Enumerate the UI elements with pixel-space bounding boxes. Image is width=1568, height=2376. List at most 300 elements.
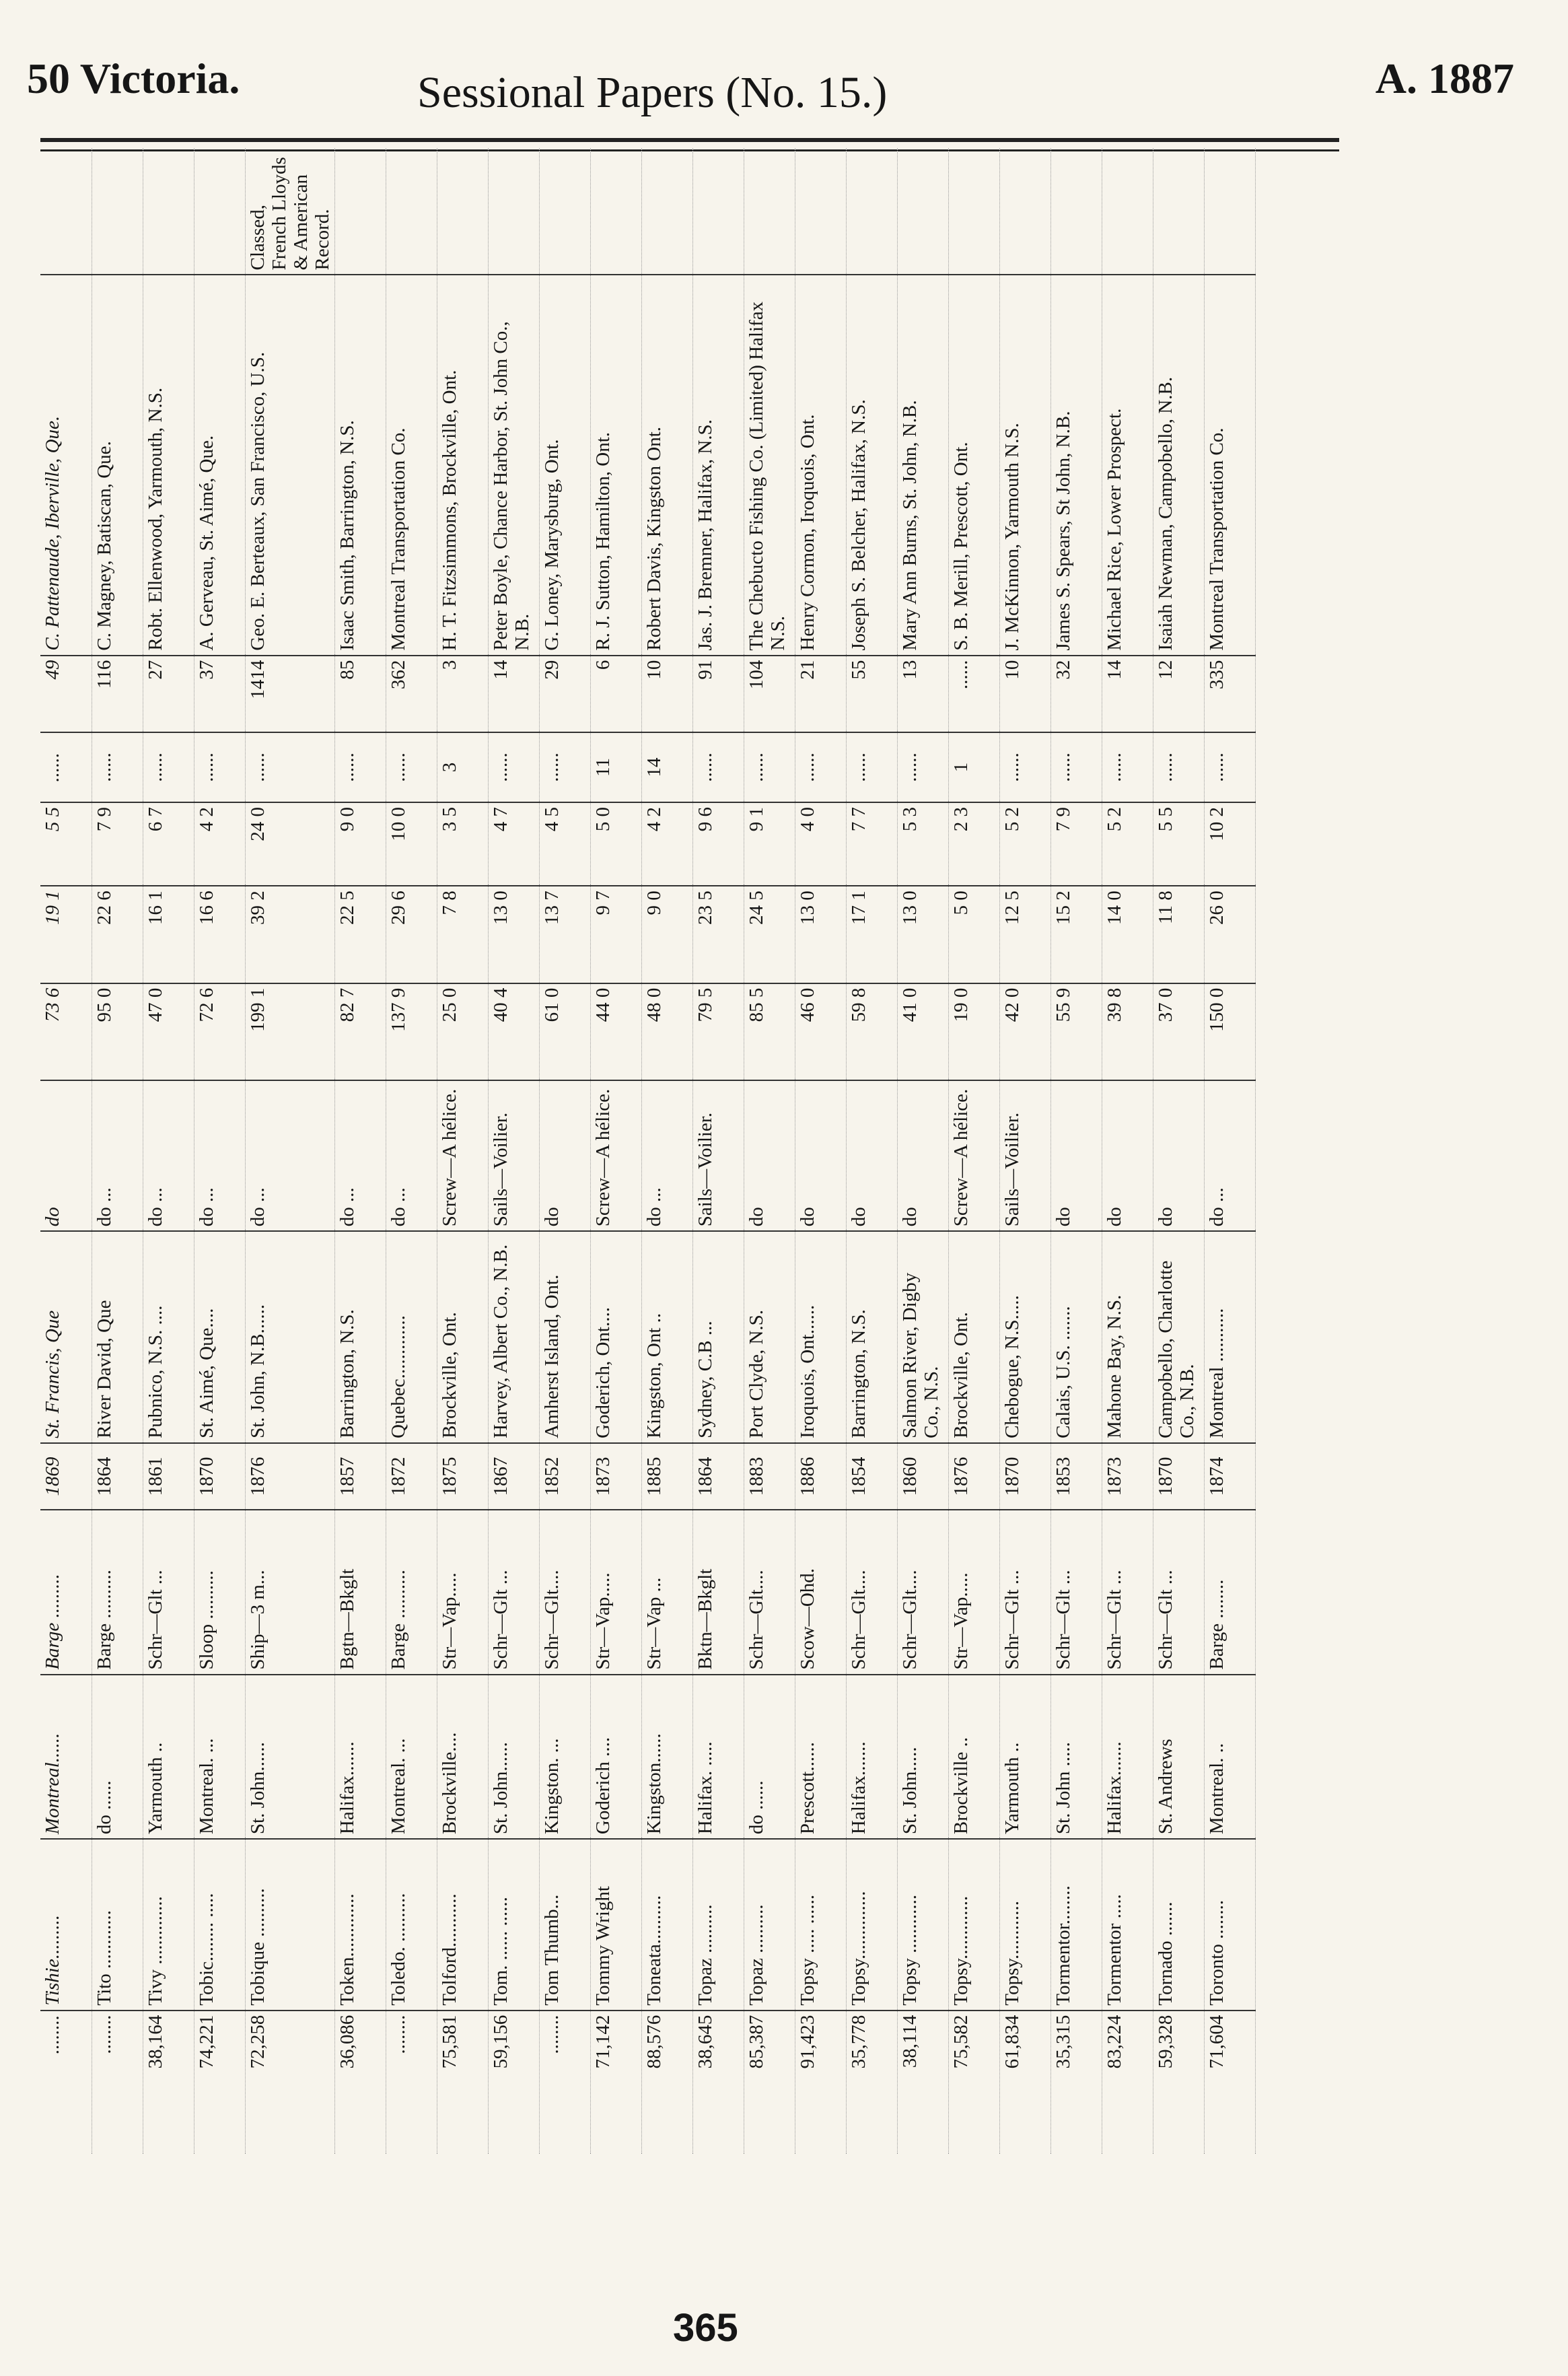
tonnage-cell: 104 <box>744 656 795 732</box>
port-of-registry-cell: Halifax....... <box>334 1675 386 1839</box>
vessel-name-cell: Topsy.............. <box>846 1839 897 2011</box>
length-cell: 48 0 <box>641 983 692 1080</box>
where-built-cell: Calais, U.S. ....... <box>1050 1231 1102 1443</box>
table-row <box>1050 148 1102 2154</box>
remarks-cell <box>590 148 641 275</box>
owner-cell: Montreal Transportation Co. <box>386 275 437 656</box>
year-built-cell: 1885 <box>641 1443 692 1510</box>
horse-power-cell: ...... <box>897 732 948 802</box>
horse-power-cell: ...... <box>744 732 795 802</box>
breadth-cell: 26 0 <box>1204 886 1255 983</box>
depth-cell: 4 5 <box>539 802 590 886</box>
rig-cell: Schr—Glt ... <box>143 1510 194 1674</box>
owner-cell: Geo. E. Berteaux, San Francisco, U.S. <box>245 275 334 656</box>
where-built-cell: Barrington, N.S. <box>846 1231 897 1443</box>
vessel-name-cell: Toledo. .......... <box>386 1839 437 2011</box>
table-row <box>744 148 795 2154</box>
year-built-cell: 1872 <box>386 1443 437 1510</box>
port-of-registry-cell: Yarmouth .. <box>999 1675 1050 1839</box>
owner-cell: Isaiah Newman, Campobello, N.B. <box>1153 275 1204 656</box>
remarks-cell <box>143 148 194 275</box>
breadth-cell: 16 1 <box>143 886 194 983</box>
owner-cell: C. Pattenaude, Iberville, Que. <box>40 275 92 656</box>
breadth-cell: 13 0 <box>488 886 539 983</box>
table-row <box>590 148 641 2154</box>
official-number-cell: 72,258 <box>246 2015 269 2069</box>
vessel-name-cell: Topaz .......... <box>744 1839 795 2011</box>
rig-cell: Schr—Glt.... <box>897 1510 948 1674</box>
year-built-cell: 1857 <box>334 1443 386 1510</box>
depth-cell: 4 7 <box>488 802 539 886</box>
official-number-cell: 59,328 <box>1154 2015 1176 2069</box>
official-number-cell: 74,221 <box>195 2015 217 2069</box>
port-of-registry-cell: St. John..... <box>897 1675 948 1839</box>
official-number-cell: 38,114 <box>898 2015 921 2068</box>
port-of-registry-cell: St. Andrews <box>1153 1675 1204 1839</box>
propulsion-cell: Screw—A hélice. <box>437 1080 488 1231</box>
depth-cell: 4 0 <box>795 802 846 886</box>
owner-cell: J. McKinnon, Yarmouth N.S. <box>999 275 1050 656</box>
propulsion-cell: do <box>1050 1080 1102 1231</box>
horse-power-cell: ...... <box>334 732 386 802</box>
length-cell: 42 0 <box>999 983 1050 1080</box>
propulsion-cell: do <box>539 1080 590 1231</box>
where-built-cell: St. Francis, Que <box>40 1231 92 1443</box>
depth-cell: 9 6 <box>692 802 744 886</box>
port-of-registry-cell: Kingston...... <box>641 1675 692 1839</box>
horse-power-cell: ...... <box>539 732 590 802</box>
length-cell: 137 9 <box>386 983 437 1080</box>
horse-power-cell: 3 <box>437 732 488 802</box>
official-number-cell: 35,315 <box>1052 2015 1074 2069</box>
remarks-cell <box>488 148 539 275</box>
propulsion-cell: Screw—A hélice. <box>590 1080 641 1231</box>
official-number-cell: 75,581 <box>438 2015 460 2069</box>
horse-power-cell: 11 <box>590 732 641 802</box>
depth-cell: 7 9 <box>92 802 143 886</box>
propulsion-cell: do ... <box>334 1080 386 1231</box>
where-built-cell: Sydney, C.B ... <box>692 1231 744 1443</box>
depth-cell: 5 5 <box>1153 802 1204 886</box>
official-number-cell: 71,604 <box>1205 2015 1227 2069</box>
official-number-cell: 35,778 <box>847 2015 869 2069</box>
owner-cell: Henry Cormon, Iroquois, Ont. <box>795 275 846 656</box>
remarks-cell <box>744 148 795 275</box>
propulsion-cell: do <box>897 1080 948 1231</box>
tonnage-cell: 32 <box>1050 656 1102 732</box>
propulsion-cell: do ... <box>641 1080 692 1231</box>
tonnage-cell: 13 <box>897 656 948 732</box>
breadth-cell: 22 6 <box>92 886 143 983</box>
table-row <box>92 148 143 2154</box>
where-built-cell: Barrington, N.S. <box>334 1231 386 1443</box>
official-number-cell: 36,086 <box>336 2015 358 2069</box>
official-number-cell: 59,156 <box>489 2015 511 2069</box>
header-series: A. 1887 <box>1375 55 1514 102</box>
length-cell: 199 1 <box>245 983 334 1080</box>
year-built-cell: 1867 <box>488 1443 539 1510</box>
official-number-cell: ........ <box>387 2015 409 2054</box>
breadth-cell: 15 2 <box>1050 886 1102 983</box>
horse-power-cell: ...... <box>692 732 744 802</box>
where-built-cell: Iroquois, Ont...... <box>795 1231 846 1443</box>
length-cell: 41 0 <box>897 983 948 1080</box>
depth-cell: 7 9 <box>1050 802 1102 886</box>
page-number: 365 <box>673 2306 738 2350</box>
tonnage-cell: 29 <box>539 656 590 732</box>
breadth-cell: 11 8 <box>1153 886 1204 983</box>
length-cell: 44 0 <box>590 983 641 1080</box>
table-row <box>334 148 386 2154</box>
depth-cell: 5 2 <box>999 802 1050 886</box>
vessel-name-cell: Tormentor........ <box>1050 1839 1102 2011</box>
depth-cell: 2 3 <box>948 802 999 886</box>
vessel-name-cell: Tormentor ..... <box>1102 1839 1153 2011</box>
rig-cell: Str—Vap..... <box>948 1510 999 1674</box>
rig-cell: Scow—Ohd. <box>795 1510 846 1674</box>
owner-cell: A. Gerveau, St. Aimé, Que. <box>194 275 245 656</box>
propulsion-cell: do ... <box>245 1080 334 1231</box>
tonnage-cell: 85 <box>334 656 386 732</box>
rig-cell: Str—Vap ... <box>641 1510 692 1674</box>
length-cell: 46 0 <box>795 983 846 1080</box>
propulsion-cell: do ... <box>1204 1080 1255 1231</box>
length-cell: 82 7 <box>334 983 386 1080</box>
vessel-name-cell: Tivy .............. <box>143 1839 194 2011</box>
rig-cell: Barge .......... <box>386 1510 437 1674</box>
breadth-cell: 5 0 <box>948 886 999 983</box>
year-built-cell: 1864 <box>92 1443 143 1510</box>
depth-cell: 9 0 <box>334 802 386 886</box>
remarks-cell <box>437 148 488 275</box>
owner-cell: Michael Rice, Lower Prospect. <box>1102 275 1153 656</box>
owner-cell: Montreal Transportation Co. <box>1204 275 1255 656</box>
horse-power-cell: ...... <box>488 732 539 802</box>
depth-cell: 6 7 <box>143 802 194 886</box>
length-cell: 47 0 <box>143 983 194 1080</box>
remarks-cell <box>92 148 143 275</box>
year-built-cell: 1886 <box>795 1443 846 1510</box>
official-number-cell: ........ <box>42 2015 63 2054</box>
tonnage-cell: 21 <box>795 656 846 732</box>
owner-cell: G. Loney, Marysburg, Ont. <box>539 275 590 656</box>
year-built-cell: 1854 <box>846 1443 897 1510</box>
depth-cell: 4 2 <box>194 802 245 886</box>
owner-cell: Mary Ann Burns, St. John, N.B. <box>897 275 948 656</box>
horse-power-cell: 1 <box>948 732 999 802</box>
port-of-registry-cell: St. John...... <box>245 1675 334 1839</box>
tonnage-cell: 55 <box>846 656 897 732</box>
table-row <box>539 148 590 2154</box>
vessel-name-cell: Topaz .......... <box>692 1839 744 2011</box>
official-number-cell: 38,164 <box>144 2015 166 2069</box>
vessel-name-cell: Toneata.......... <box>641 1839 692 2011</box>
vessel-name-cell: Tobique .......... <box>245 1839 334 2011</box>
year-built-cell: 1874 <box>1204 1443 1255 1510</box>
where-built-cell: River David, Que <box>92 1231 143 1443</box>
rig-cell: Barge ......... <box>40 1510 92 1674</box>
owner-cell: Joseph S. Belcher, Halifax, N.S. <box>846 275 897 656</box>
vessel-name-cell: Topsy............ <box>999 1839 1050 2011</box>
tonnage-cell: 10 <box>641 656 692 732</box>
remarks-cell <box>846 148 897 275</box>
vessel-name-cell: Tito ............ <box>92 1839 143 2011</box>
port-of-registry-cell: Montreal...... <box>40 1675 92 1839</box>
horse-power-cell: ...... <box>245 732 334 802</box>
owner-cell: Isaac Smith, Barrington, N.S. <box>334 275 386 656</box>
year-built-cell: 1869 <box>40 1443 92 1510</box>
where-built-cell: Kingston, Ont .. <box>641 1231 692 1443</box>
remarks-cell <box>948 148 999 275</box>
rig-cell: Barge ........ <box>1204 1510 1255 1674</box>
propulsion-cell: do <box>795 1080 846 1231</box>
tonnage-cell: 27 <box>143 656 194 732</box>
breadth-cell: 16 6 <box>194 886 245 983</box>
vessel-name-cell: Tom. ...... ...... <box>488 1839 539 2011</box>
rig-cell: Schr—Glt ... <box>1102 1510 1153 1674</box>
horse-power-cell: ...... <box>999 732 1050 802</box>
port-of-registry-cell: Halifax....... <box>846 1675 897 1839</box>
vessel-register-table <box>40 148 1256 2154</box>
propulsion-cell: do <box>744 1080 795 1231</box>
vessel-name-cell: Tishie......... <box>40 1839 92 2011</box>
table-row <box>1102 148 1153 2154</box>
owner-cell: The Chebucto Fishing Co. (Limited) Halifax N.S. <box>744 275 795 656</box>
propulsion-cell: do <box>40 1080 92 1231</box>
horse-power-cell: ...... <box>143 732 194 802</box>
table-row <box>795 148 846 2154</box>
port-of-registry-cell: Goderich .... <box>590 1675 641 1839</box>
where-built-cell: St. John, N.B...... <box>245 1231 334 1443</box>
owner-cell: Robt. Ellenwood, Yarmouth, N.S. <box>143 275 194 656</box>
owner-cell: C. Magney, Batiscan, Que. <box>92 275 143 656</box>
official-number-cell: 88,576 <box>643 2015 665 2069</box>
where-built-cell: Mahone Bay, N.S. <box>1102 1231 1153 1443</box>
breadth-cell: 22 5 <box>334 886 386 983</box>
remarks-cell <box>692 148 744 275</box>
propulsion-cell: do <box>1102 1080 1153 1231</box>
remarks-cell <box>539 148 590 275</box>
where-built-cell: Campobello, Charlotte Co., N.B. <box>1153 1231 1204 1443</box>
propulsion-cell: do ... <box>92 1080 143 1231</box>
owner-cell: S. B. Merill, Prescott, Ont. <box>948 275 999 656</box>
tonnage-cell: 14 <box>1102 656 1153 732</box>
vessel-name-cell: Topsy............. <box>948 1839 999 2011</box>
table-row <box>143 148 194 2154</box>
rig-cell: Schr—Glt ... <box>1050 1510 1102 1674</box>
tonnage-cell: 10 <box>999 656 1050 732</box>
table-row <box>194 148 245 2154</box>
vessel-name-cell: Topsy ..... ...... <box>795 1839 846 2011</box>
remarks-cell <box>40 148 92 275</box>
propulsion-cell: Sails—Voilier. <box>488 1080 539 1231</box>
vessel-name-cell: Tolford........... <box>437 1839 488 2011</box>
port-of-registry-cell: Yarmouth .. <box>143 1675 194 1839</box>
length-cell: 19 0 <box>948 983 999 1080</box>
horse-power-cell: ...... <box>386 732 437 802</box>
year-built-cell: 1873 <box>1102 1443 1153 1510</box>
header-rule-thick <box>40 138 1339 142</box>
where-built-cell: Salmon River, Digby Co., N.S. <box>897 1231 948 1443</box>
breadth-cell: 7 8 <box>437 886 488 983</box>
remarks-cell <box>1153 148 1204 275</box>
owner-cell: Jas. J. Bremner, Halifax, N.S. <box>692 275 744 656</box>
header-title: Sessional Papers (No. 15.) <box>417 68 888 117</box>
vessel-name-cell: Tommy Wright <box>590 1839 641 2011</box>
tonnage-cell: 1414 <box>245 656 334 732</box>
tonnage-cell: 12 <box>1153 656 1204 732</box>
year-built-cell: 1853 <box>1050 1443 1102 1510</box>
tonnage-cell: 37 <box>194 656 245 732</box>
horse-power-cell: ...... <box>1153 732 1204 802</box>
remarks-cell <box>641 148 692 275</box>
depth-cell: 5 2 <box>1102 802 1153 886</box>
vessel-name-cell: Tobic........ ..... <box>194 1839 245 2011</box>
length-cell: 150 0 <box>1204 983 1255 1080</box>
tonnage-cell: 14 <box>488 656 539 732</box>
port-of-registry-cell: Montreal. .. <box>1204 1675 1255 1839</box>
rig-cell: Schr—Glt ... <box>999 1510 1050 1674</box>
year-built-cell: 1864 <box>692 1443 744 1510</box>
breadth-cell: 19 1 <box>40 886 92 983</box>
table-row <box>40 148 92 2154</box>
tonnage-cell: 3 <box>437 656 488 732</box>
remarks-cell <box>897 148 948 275</box>
port-of-registry-cell: do ...... <box>92 1675 143 1839</box>
breadth-cell: 13 0 <box>795 886 846 983</box>
rig-cell: Schr—Glt.... <box>846 1510 897 1674</box>
remarks-cell: Classed, French Lloyds & American Record. <box>245 148 334 275</box>
official-number-cell: 85,387 <box>745 2015 767 2069</box>
official-number-cell: 71,142 <box>592 2015 614 2069</box>
where-built-cell: Pubnico, N.S. .... <box>143 1231 194 1443</box>
port-of-registry-cell: Prescott...... <box>795 1675 846 1839</box>
tonnage-cell: 335 <box>1204 656 1255 732</box>
official-number-cell: 61,834 <box>1001 2015 1023 2069</box>
rig-cell: Str—Vap..... <box>437 1510 488 1674</box>
where-built-cell: Brockville, Ont. <box>437 1231 488 1443</box>
remarks-cell <box>999 148 1050 275</box>
port-of-registry-cell: St. John...... <box>488 1675 539 1839</box>
official-number-cell: 38,645 <box>694 2015 716 2069</box>
length-cell: 40 4 <box>488 983 539 1080</box>
horse-power-cell: ...... <box>92 732 143 802</box>
remarks-cell <box>1204 148 1255 275</box>
depth-cell: 5 3 <box>897 802 948 886</box>
rig-cell: Sloop .......... <box>194 1510 245 1674</box>
length-cell: 39 8 <box>1102 983 1153 1080</box>
length-cell: 61 0 <box>539 983 590 1080</box>
year-built-cell: 1875 <box>437 1443 488 1510</box>
port-of-registry-cell: do ...... <box>744 1675 795 1839</box>
owner-cell: H. T. Fitzsimmons, Brockville, Ont. <box>437 275 488 656</box>
length-cell: 37 0 <box>1153 983 1204 1080</box>
remarks-cell <box>795 148 846 275</box>
horse-power-cell: 14 <box>641 732 692 802</box>
year-built-cell: 1883 <box>744 1443 795 1510</box>
propulsion-cell: Screw—A hélice. <box>948 1080 999 1231</box>
remarks-cell <box>1102 148 1153 275</box>
breadth-cell: 9 0 <box>641 886 692 983</box>
owner-cell: James S. Spears, St John, N.B. <box>1050 275 1102 656</box>
vessel-name-cell: Topsy ............ <box>897 1839 948 2011</box>
where-built-cell: Harvey, Albert Co., N.B. <box>488 1231 539 1443</box>
breadth-cell: 12 5 <box>999 886 1050 983</box>
table-row <box>641 148 692 2154</box>
year-built-cell: 1876 <box>245 1443 334 1510</box>
depth-cell: 10 2 <box>1204 802 1255 886</box>
table-row <box>437 148 488 2154</box>
header-year: 50 Victoria. <box>27 55 240 102</box>
year-built-cell: 1870 <box>194 1443 245 1510</box>
table-row <box>386 148 437 2154</box>
table-row <box>1204 148 1255 2154</box>
vessel-name-cell: Tom Thumb... <box>539 1839 590 2011</box>
where-built-cell: Quebec............. <box>386 1231 437 1443</box>
where-built-cell: Brockville, Ont. <box>948 1231 999 1443</box>
breadth-cell: 13 7 <box>539 886 590 983</box>
length-cell: 95 0 <box>92 983 143 1080</box>
horse-power-cell: ...... <box>194 732 245 802</box>
depth-cell: 9 1 <box>744 802 795 886</box>
tonnage-cell: 6 <box>590 656 641 732</box>
breadth-cell: 14 0 <box>1102 886 1153 983</box>
official-number-cell: ........ <box>540 2015 563 2054</box>
length-cell: 79 5 <box>692 983 744 1080</box>
vessel-name-cell: Token............. <box>334 1839 386 2011</box>
year-built-cell: 1852 <box>539 1443 590 1510</box>
page-header <box>27 40 1541 135</box>
port-of-registry-cell: Brockville .. <box>948 1675 999 1839</box>
table-row <box>1153 148 1204 2154</box>
propulsion-cell: do <box>846 1080 897 1231</box>
horse-power-cell: ...... <box>795 732 846 802</box>
port-of-registry-cell: Montreal. ... <box>386 1675 437 1839</box>
length-cell: 55 9 <box>1050 983 1102 1080</box>
depth-cell: 3 5 <box>437 802 488 886</box>
tonnage-cell: 362 <box>386 656 437 732</box>
year-built-cell: 1861 <box>143 1443 194 1510</box>
vessel-register-body <box>40 148 1255 2154</box>
vessel-name-cell: Tornado ....... <box>1153 1839 1204 2011</box>
remarks-cell <box>334 148 386 275</box>
tonnage-cell: 49 <box>40 656 92 732</box>
breadth-cell: 17 1 <box>846 886 897 983</box>
horse-power-cell: ...... <box>1050 732 1102 802</box>
rig-cell: Bgtn—Bkglt <box>334 1510 386 1674</box>
table-row <box>999 148 1050 2154</box>
depth-cell: 5 5 <box>40 802 92 886</box>
propulsion-cell: Sails—Voilier. <box>999 1080 1050 1231</box>
tonnage-cell: 116 <box>92 656 143 732</box>
vessel-name-cell: Toronto ........ <box>1204 1839 1255 2011</box>
owner-cell: R. J. Sutton, Hamilton, Ont. <box>590 275 641 656</box>
horse-power-cell: ...... <box>40 732 92 802</box>
official-number-cell: 83,224 <box>1103 2015 1125 2069</box>
depth-cell: 4 2 <box>641 802 692 886</box>
depth-cell: 24 0 <box>245 802 334 886</box>
propulsion-cell: do ... <box>143 1080 194 1231</box>
rig-cell: Bktn—Bkglt <box>692 1510 744 1674</box>
depth-cell: 7 7 <box>846 802 897 886</box>
table-row <box>488 148 539 2154</box>
propulsion-cell: Sails—Voilier. <box>692 1080 744 1231</box>
breadth-cell: 23 5 <box>692 886 744 983</box>
breadth-cell: 29 6 <box>386 886 437 983</box>
breadth-cell: 39 2 <box>245 886 334 983</box>
propulsion-cell: do <box>1153 1080 1204 1231</box>
depth-cell: 10 0 <box>386 802 437 886</box>
